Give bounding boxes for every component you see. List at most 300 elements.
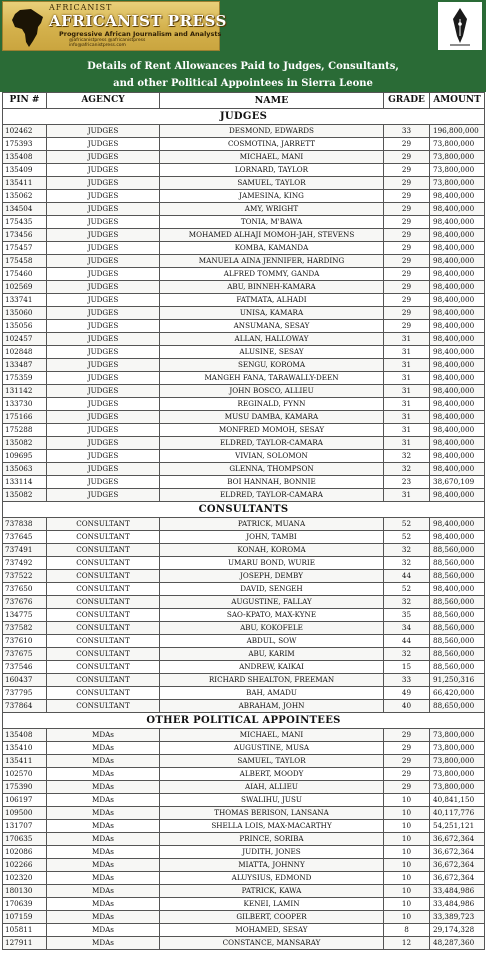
amount-cell: 73,800,000: [430, 164, 485, 177]
amount-cell: 88,560,000: [430, 596, 485, 609]
pin-cell: 175390: [3, 781, 47, 794]
name-cell: KOMBA, KAMANDA: [160, 242, 384, 255]
name-cell: JOHN BOSCO, ALLIEU: [160, 385, 384, 398]
amount-cell: 98,400,000: [430, 450, 485, 463]
table-row: [3, 255, 485, 268]
grade-cell: 31: [384, 398, 430, 411]
agency-cell: CONSULTANT: [47, 661, 160, 674]
grade-cell: 15: [384, 661, 430, 674]
name-cell: PATRICK, KAWA: [160, 885, 384, 898]
agency-cell: MDAs: [47, 833, 160, 846]
table-row: [3, 203, 485, 216]
amount-cell: 88,560,000: [430, 648, 485, 661]
name-cell: MIATTA, JOHNNY: [160, 859, 384, 872]
name-cell: MOHAMED ALHAJI MOMOH-JAH, STEVENS: [160, 229, 384, 242]
name-cell: LORNARD, TAYLOR: [160, 164, 384, 177]
grade-cell: 29: [384, 242, 430, 255]
column-header-pin: PIN #: [3, 93, 47, 109]
grade-cell: 44: [384, 570, 430, 583]
agency-cell: JUDGES: [47, 398, 160, 411]
pin-cell: 175460: [3, 268, 47, 281]
table-row: [3, 476, 485, 489]
pin-cell: 135063: [3, 463, 47, 476]
grade-cell: 10: [384, 794, 430, 807]
section-title: OTHER POLITICAL APPOINTEES: [3, 713, 485, 729]
pin-cell: 135056: [3, 320, 47, 333]
pin-cell: 737864: [3, 700, 47, 713]
agency-cell: CONSULTANT: [47, 635, 160, 648]
agency-cell: JUDGES: [47, 489, 160, 502]
pin-cell: 737650: [3, 583, 47, 596]
name-cell: ABRAHAM, JOHN: [160, 700, 384, 713]
table-row: [3, 846, 485, 859]
pin-cell: 134504: [3, 203, 47, 216]
grade-cell: 29: [384, 203, 430, 216]
grade-cell: 31: [384, 489, 430, 502]
pin-cell: 109500: [3, 807, 47, 820]
agency-cell: MDAs: [47, 742, 160, 755]
table-row: [3, 518, 485, 531]
name-cell: SWALIHU, JUSU: [160, 794, 384, 807]
grade-cell: 32: [384, 557, 430, 570]
grade-cell: 44: [384, 635, 430, 648]
pin-cell: 180130: [3, 885, 47, 898]
title-line-1: Details of Rent Allowances Paid to Judges, Consultants,: [87, 61, 399, 72]
agency-cell: JUDGES: [47, 333, 160, 346]
name-cell: DAVID, SENGEH: [160, 583, 384, 596]
table-row: [3, 898, 485, 911]
table-row: [3, 307, 485, 320]
amount-cell: 98,400,000: [430, 281, 485, 294]
table-row: [3, 294, 485, 307]
agency-cell: MDAs: [47, 872, 160, 885]
name-cell: AUGUSTINE, MUSA: [160, 742, 384, 755]
amount-cell: 38,670,109: [430, 476, 485, 489]
grade-cell: 31: [384, 333, 430, 346]
grade-cell: 31: [384, 372, 430, 385]
name-cell: SHELLA LOIS, MAX-MACARTHY: [160, 820, 384, 833]
pin-cell: 133487: [3, 359, 47, 372]
agency-cell: JUDGES: [47, 463, 160, 476]
amount-cell: 98,400,000: [430, 346, 485, 359]
name-cell: VIVIAN, SOLOMON: [160, 450, 384, 463]
amount-cell: 98,400,000: [430, 320, 485, 333]
name-cell: THOMAS BERISON, LANSANA: [160, 807, 384, 820]
name-cell: ALFRED TOMMY, GANDA: [160, 268, 384, 281]
grade-cell: 29: [384, 781, 430, 794]
agency-cell: MDAs: [47, 898, 160, 911]
name-cell: ANSUMANA, SESAY: [160, 320, 384, 333]
pin-cell: 135062: [3, 190, 47, 203]
grade-cell: 29: [384, 177, 430, 190]
table-row: [3, 768, 485, 781]
amount-cell: 88,560,000: [430, 570, 485, 583]
name-cell: ABU, BINNEH-KAMARA: [160, 281, 384, 294]
table-row: [3, 583, 485, 596]
amount-cell: 98,400,000: [430, 518, 485, 531]
agency-cell: JUDGES: [47, 437, 160, 450]
header-bar: [0, 0, 486, 56]
pin-cell: 135411: [3, 177, 47, 190]
column-header-name: NAME: [160, 93, 384, 109]
grade-cell: 10: [384, 885, 430, 898]
name-cell: ANDREW, KAIKAI: [160, 661, 384, 674]
pin-cell: 102848: [3, 346, 47, 359]
amount-cell: 98,400,000: [430, 294, 485, 307]
table-row: [3, 333, 485, 346]
amount-cell: 73,800,000: [430, 781, 485, 794]
pin-cell: 175393: [3, 138, 47, 151]
name-cell: ABU, KOKOFELE: [160, 622, 384, 635]
amount-cell: 40,117,776: [430, 807, 485, 820]
grade-cell: 31: [384, 385, 430, 398]
pin-cell: 102570: [3, 768, 47, 781]
column-header-amount: AMOUNT: [430, 93, 485, 109]
agency-cell: CONSULTANT: [47, 609, 160, 622]
pin-cell: 737610: [3, 635, 47, 648]
table-row: [3, 320, 485, 333]
grade-cell: 29: [384, 320, 430, 333]
name-cell: MONFRED MOMOH, SESAY: [160, 424, 384, 437]
grade-cell: 23: [384, 476, 430, 489]
table-row: [3, 872, 485, 885]
name-cell: MANUELA AINA JENNIFER, HARDING: [160, 255, 384, 268]
name-cell: ELDRED, TAYLOR-CAMARA: [160, 489, 384, 502]
agency-cell: JUDGES: [47, 346, 160, 359]
amount-cell: 88,560,000: [430, 661, 485, 674]
grade-cell: 29: [384, 255, 430, 268]
grade-cell: 29: [384, 768, 430, 781]
fountain-pen-icon: [438, 2, 482, 50]
agency-cell: MDAs: [47, 924, 160, 937]
name-cell: TONIA, M'BAWA: [160, 216, 384, 229]
grade-cell: 29: [384, 294, 430, 307]
agency-cell: JUDGES: [47, 242, 160, 255]
amount-cell: 73,800,000: [430, 755, 485, 768]
table-row: [3, 398, 485, 411]
table-row: [3, 781, 485, 794]
amount-cell: 196,800,000: [430, 125, 485, 138]
brand-email: info@africanistpress.com: [69, 43, 126, 48]
amount-cell: 33,389,723: [430, 911, 485, 924]
grade-cell: 40: [384, 700, 430, 713]
name-cell: CONSTANCE, MANSARAY: [160, 937, 384, 950]
pin-cell: 737582: [3, 622, 47, 635]
agency-cell: CONSULTANT: [47, 687, 160, 700]
grade-cell: 29: [384, 229, 430, 242]
table-row: [3, 833, 485, 846]
table-row: [3, 820, 485, 833]
name-cell: AIAH, ALLIEU: [160, 781, 384, 794]
pin-cell: 135409: [3, 164, 47, 177]
grade-cell: 35: [384, 609, 430, 622]
table-row: [3, 268, 485, 281]
name-cell: MICHAEL, MANI: [160, 729, 384, 742]
agency-cell: JUDGES: [47, 307, 160, 320]
agency-cell: CONSULTANT: [47, 570, 160, 583]
table-row: [3, 609, 485, 622]
grade-cell: 32: [384, 463, 430, 476]
pin-cell: 173456: [3, 229, 47, 242]
agency-cell: MDAs: [47, 794, 160, 807]
pin-cell: 737795: [3, 687, 47, 700]
amount-cell: 29,174,328: [430, 924, 485, 937]
amount-cell: 98,400,000: [430, 583, 485, 596]
name-cell: UMARU BOND, WURIE: [160, 557, 384, 570]
agency-cell: JUDGES: [47, 203, 160, 216]
grade-cell: 31: [384, 346, 430, 359]
pin-cell: 107159: [3, 911, 47, 924]
agency-cell: JUDGES: [47, 294, 160, 307]
grade-cell: 10: [384, 833, 430, 846]
grade-cell: 10: [384, 911, 430, 924]
pin-cell: 133114: [3, 476, 47, 489]
table-row: [3, 648, 485, 661]
section-header-row: [3, 502, 485, 518]
agency-cell: CONSULTANT: [47, 596, 160, 609]
grade-cell: 33: [384, 674, 430, 687]
amount-cell: 48,287,360: [430, 937, 485, 950]
table-row: [3, 755, 485, 768]
amount-cell: 98,400,000: [430, 424, 485, 437]
pin-cell: 133741: [3, 294, 47, 307]
agency-cell: CONSULTANT: [47, 518, 160, 531]
amount-cell: 98,400,000: [430, 489, 485, 502]
name-cell: RICHARD SHEALTON, FREEMAN: [160, 674, 384, 687]
agency-cell: MDAs: [47, 911, 160, 924]
pin-cell: 737492: [3, 557, 47, 570]
pin-cell: 135060: [3, 307, 47, 320]
agency-cell: JUDGES: [47, 281, 160, 294]
amount-cell: 33,484,986: [430, 898, 485, 911]
table-row: [3, 859, 485, 872]
amount-cell: 36,672,364: [430, 846, 485, 859]
grade-cell: 52: [384, 518, 430, 531]
amount-cell: 88,560,000: [430, 544, 485, 557]
amount-cell: 98,400,000: [430, 255, 485, 268]
amount-cell: 98,400,000: [430, 229, 485, 242]
agency-cell: MDAs: [47, 859, 160, 872]
table-row: [3, 346, 485, 359]
agency-cell: JUDGES: [47, 190, 160, 203]
name-cell: GLENNA, THOMPSON: [160, 463, 384, 476]
agency-cell: CONSULTANT: [47, 583, 160, 596]
amount-cell: 98,400,000: [430, 398, 485, 411]
table-row: [3, 437, 485, 450]
pin-cell: 102320: [3, 872, 47, 885]
agency-cell: JUDGES: [47, 385, 160, 398]
amount-cell: 98,400,000: [430, 307, 485, 320]
amount-cell: 98,400,000: [430, 190, 485, 203]
agency-cell: JUDGES: [47, 450, 160, 463]
amount-cell: 91,250,316: [430, 674, 485, 687]
agency-cell: CONSULTANT: [47, 531, 160, 544]
table-row: [3, 216, 485, 229]
table-row: [3, 164, 485, 177]
section-title: JUDGES: [3, 109, 485, 125]
agency-cell: JUDGES: [47, 424, 160, 437]
grade-cell: 31: [384, 359, 430, 372]
grade-cell: 29: [384, 729, 430, 742]
table-row: [3, 372, 485, 385]
column-header-agency: AGENCY: [47, 93, 160, 109]
pin-cell: 135082: [3, 489, 47, 502]
amount-cell: 54,251,121: [430, 820, 485, 833]
table-row: [3, 937, 485, 950]
grade-cell: 31: [384, 424, 430, 437]
table-row: [3, 385, 485, 398]
pin-cell: 102457: [3, 333, 47, 346]
agency-cell: JUDGES: [47, 268, 160, 281]
africa-map-icon: [11, 8, 45, 48]
column-header-grade: GRADE: [384, 93, 430, 109]
name-cell: ALLAN, HALLOWAY: [160, 333, 384, 346]
pin-cell: 102462: [3, 125, 47, 138]
title-line-2: and other Political Appointees in Sierra Leone: [113, 78, 373, 89]
pin-cell: 737675: [3, 648, 47, 661]
table-row: [3, 177, 485, 190]
name-cell: PRINCE, SORIBA: [160, 833, 384, 846]
table-row: [3, 885, 485, 898]
amount-cell: 88,560,000: [430, 635, 485, 648]
agency-cell: JUDGES: [47, 255, 160, 268]
grade-cell: 29: [384, 268, 430, 281]
pin-cell: 127911: [3, 937, 47, 950]
amount-cell: 73,800,000: [430, 177, 485, 190]
amount-cell: 88,560,000: [430, 609, 485, 622]
section-header-row: [3, 713, 485, 729]
agency-cell: MDAs: [47, 807, 160, 820]
name-cell: ELDRED, TAYLOR-CAMARA: [160, 437, 384, 450]
name-cell: COSMOTINA, JARRETT: [160, 138, 384, 151]
agency-cell: JUDGES: [47, 411, 160, 424]
agency-cell: CONSULTANT: [47, 557, 160, 570]
table-row: [3, 596, 485, 609]
brand-small-text: AFRICANIST: [49, 3, 113, 12]
agency-cell: CONSULTANT: [47, 648, 160, 661]
amount-cell: 98,400,000: [430, 359, 485, 372]
pin-cell: 175435: [3, 216, 47, 229]
amount-cell: 88,560,000: [430, 557, 485, 570]
africanist-press-banner: [2, 1, 227, 51]
name-cell: JAMESINA, KING: [160, 190, 384, 203]
pin-cell: 737676: [3, 596, 47, 609]
agency-cell: MDAs: [47, 729, 160, 742]
pin-cell: 175359: [3, 372, 47, 385]
pin-cell: 134775: [3, 609, 47, 622]
brand-contact: [69, 38, 145, 48]
table-row: [3, 661, 485, 674]
name-cell: SAO-KPATO, MAX-KYNE: [160, 609, 384, 622]
grade-cell: 29: [384, 307, 430, 320]
table-row: [3, 635, 485, 648]
name-cell: GILBERT, COOPER: [160, 911, 384, 924]
amount-cell: 98,400,000: [430, 372, 485, 385]
grade-cell: 33: [384, 125, 430, 138]
table-row: [3, 544, 485, 557]
agency-cell: MDAs: [47, 937, 160, 950]
pin-cell: 135410: [3, 742, 47, 755]
table-row: [3, 359, 485, 372]
table-row: [3, 281, 485, 294]
amount-cell: 36,672,364: [430, 872, 485, 885]
agency-cell: JUDGES: [47, 359, 160, 372]
amount-cell: 73,800,000: [430, 729, 485, 742]
pin-cell: 737491: [3, 544, 47, 557]
table-row: [3, 125, 485, 138]
agency-cell: JUDGES: [47, 125, 160, 138]
grade-cell: 12: [384, 937, 430, 950]
grade-cell: 29: [384, 281, 430, 294]
agency-cell: MDAs: [47, 768, 160, 781]
agency-cell: JUDGES: [47, 229, 160, 242]
pin-cell: 737522: [3, 570, 47, 583]
grade-cell: 32: [384, 596, 430, 609]
document-title: [0, 56, 486, 92]
pen-logo: [438, 2, 482, 50]
pin-cell: 102266: [3, 859, 47, 872]
agency-cell: CONSULTANT: [47, 700, 160, 713]
name-cell: BOI HANNAH, BONNIE: [160, 476, 384, 489]
pin-cell: 109695: [3, 450, 47, 463]
name-cell: PATRICK, MUANA: [160, 518, 384, 531]
amount-cell: 73,800,000: [430, 138, 485, 151]
amount-cell: 73,800,000: [430, 768, 485, 781]
table-row: [3, 557, 485, 570]
name-cell: SAMUEL, TAYLOR: [160, 177, 384, 190]
pin-cell: 175457: [3, 242, 47, 255]
section-title: CONSULTANTS: [3, 502, 485, 518]
grade-cell: 29: [384, 755, 430, 768]
table-row: [3, 411, 485, 424]
table-row: [3, 138, 485, 151]
table-row: [3, 807, 485, 820]
name-cell: ABU, KARIM: [160, 648, 384, 661]
agency-cell: JUDGES: [47, 138, 160, 151]
pin-cell: 175288: [3, 424, 47, 437]
name-cell: ABDUL, SOW: [160, 635, 384, 648]
grade-cell: 29: [384, 138, 430, 151]
grade-cell: 34: [384, 622, 430, 635]
amount-cell: 73,800,000: [430, 151, 485, 164]
name-cell: UNISA, KAMARA: [160, 307, 384, 320]
name-cell: MOHAMED, SESAY: [160, 924, 384, 937]
table-row: [3, 489, 485, 502]
table-row: [3, 729, 485, 742]
name-cell: FATMATA, ALHADI: [160, 294, 384, 307]
amount-cell: 98,400,000: [430, 411, 485, 424]
pin-cell: 105811: [3, 924, 47, 937]
name-cell: AMY, WRIGHT: [160, 203, 384, 216]
table-row: [3, 531, 485, 544]
table-row: [3, 700, 485, 713]
amount-cell: 36,672,364: [430, 859, 485, 872]
amount-cell: 98,400,000: [430, 333, 485, 346]
name-cell: KONAH, KOROMA: [160, 544, 384, 557]
allowances-table: [2, 92, 485, 950]
amount-cell: 98,400,000: [430, 385, 485, 398]
grade-cell: 10: [384, 846, 430, 859]
grade-cell: 29: [384, 216, 430, 229]
agency-cell: JUDGES: [47, 476, 160, 489]
name-cell: JOHN, TAMBI: [160, 531, 384, 544]
agency-cell: CONSULTANT: [47, 622, 160, 635]
agency-cell: JUDGES: [47, 177, 160, 190]
amount-cell: 73,800,000: [430, 742, 485, 755]
amount-cell: 40,841,150: [430, 794, 485, 807]
grade-cell: 29: [384, 742, 430, 755]
table-row: [3, 622, 485, 635]
